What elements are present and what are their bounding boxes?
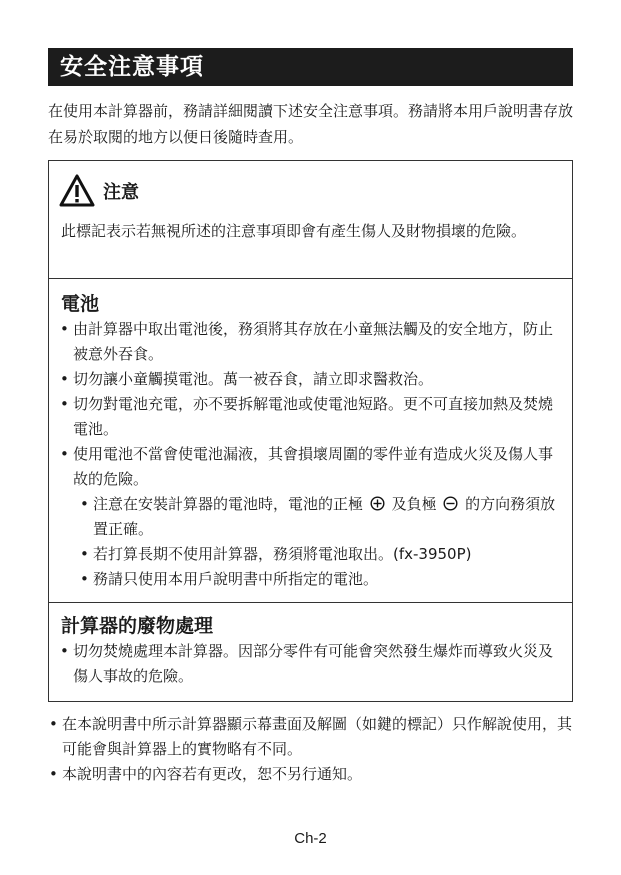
caution-label: 注意 xyxy=(103,182,139,203)
notes xyxy=(48,712,578,787)
list-item: • 切勿焚燒處理本計算器。因部分零件有可能會突然發生爆炸而導致火災及傷人事故的危險。 xyxy=(59,639,567,689)
note-item: • 本說明書中的內容若有更改，恕不另行通知。 xyxy=(48,762,578,787)
notes-list xyxy=(48,712,578,787)
caution-section xyxy=(49,161,572,279)
disposal-list xyxy=(59,639,567,689)
note-item: • 在本說明書中所示計算器顯示幕畫面及解圖（如鍵的標記）只作解說使用，其可能會與計算器上的實物略有不同。 xyxy=(48,712,578,762)
page-title: 安全注意事項 xyxy=(48,48,573,86)
battery-section xyxy=(49,279,572,603)
list-item: • 切勿讓小童觸摸電池。萬一被吞食，請立即求醫救治。 xyxy=(59,367,567,392)
disposal-heading: 計算器的廢物處理 xyxy=(61,615,214,637)
polarity-text-middle: 及負極 xyxy=(391,495,437,513)
battery-list xyxy=(59,317,567,592)
list-item: • 切勿對電池充電，亦不要拆解電池或使電池短路。更不可直接加熱及焚燒電池。 xyxy=(59,392,567,442)
intro-paragraph: 在使用本計算器前，務請詳細閱讀下述安全注意事項。務請將本用戶說明書存放在易於取閱的地方以便日後隨時查用。 xyxy=(48,102,574,146)
list-item-text: 使用電池不當會使電池漏液，其會損壞周圍的零件並有造成火災及傷人事故的危險。 xyxy=(73,445,554,488)
disposal-section xyxy=(49,603,572,702)
sublist-item xyxy=(79,492,567,542)
warning-triangle-icon xyxy=(59,174,95,208)
battery-heading: 電池 xyxy=(61,293,100,315)
battery-sublist xyxy=(79,492,567,592)
sublist-item: • 若打算長期不使用計算器，務須將電池取出。(fx-3950P) xyxy=(79,542,567,567)
caution-header xyxy=(59,173,139,209)
circled-minus-icon xyxy=(443,494,458,509)
sublist-item: • 務請只使用本用戶說明書中所指定的電池。 xyxy=(79,567,567,592)
circled-plus-icon xyxy=(370,494,385,509)
list-item: • 由計算器中取出電池後，務須將其存放在小童無法觸及的安全地方，防止被意外吞食。 xyxy=(59,317,567,367)
polarity-text-after: 的方向務須放置正確。 xyxy=(93,495,556,538)
polarity-text-before: 注意在安裝計算器的電池時，電池的正極 xyxy=(93,495,364,513)
caution-text: 此標記表示若無視所述的注意事項即會有產生傷人及財物損壞的危險。 xyxy=(61,222,527,240)
list-item xyxy=(59,442,567,592)
safety-box xyxy=(48,160,573,702)
page-number: Ch-2 xyxy=(294,830,327,847)
